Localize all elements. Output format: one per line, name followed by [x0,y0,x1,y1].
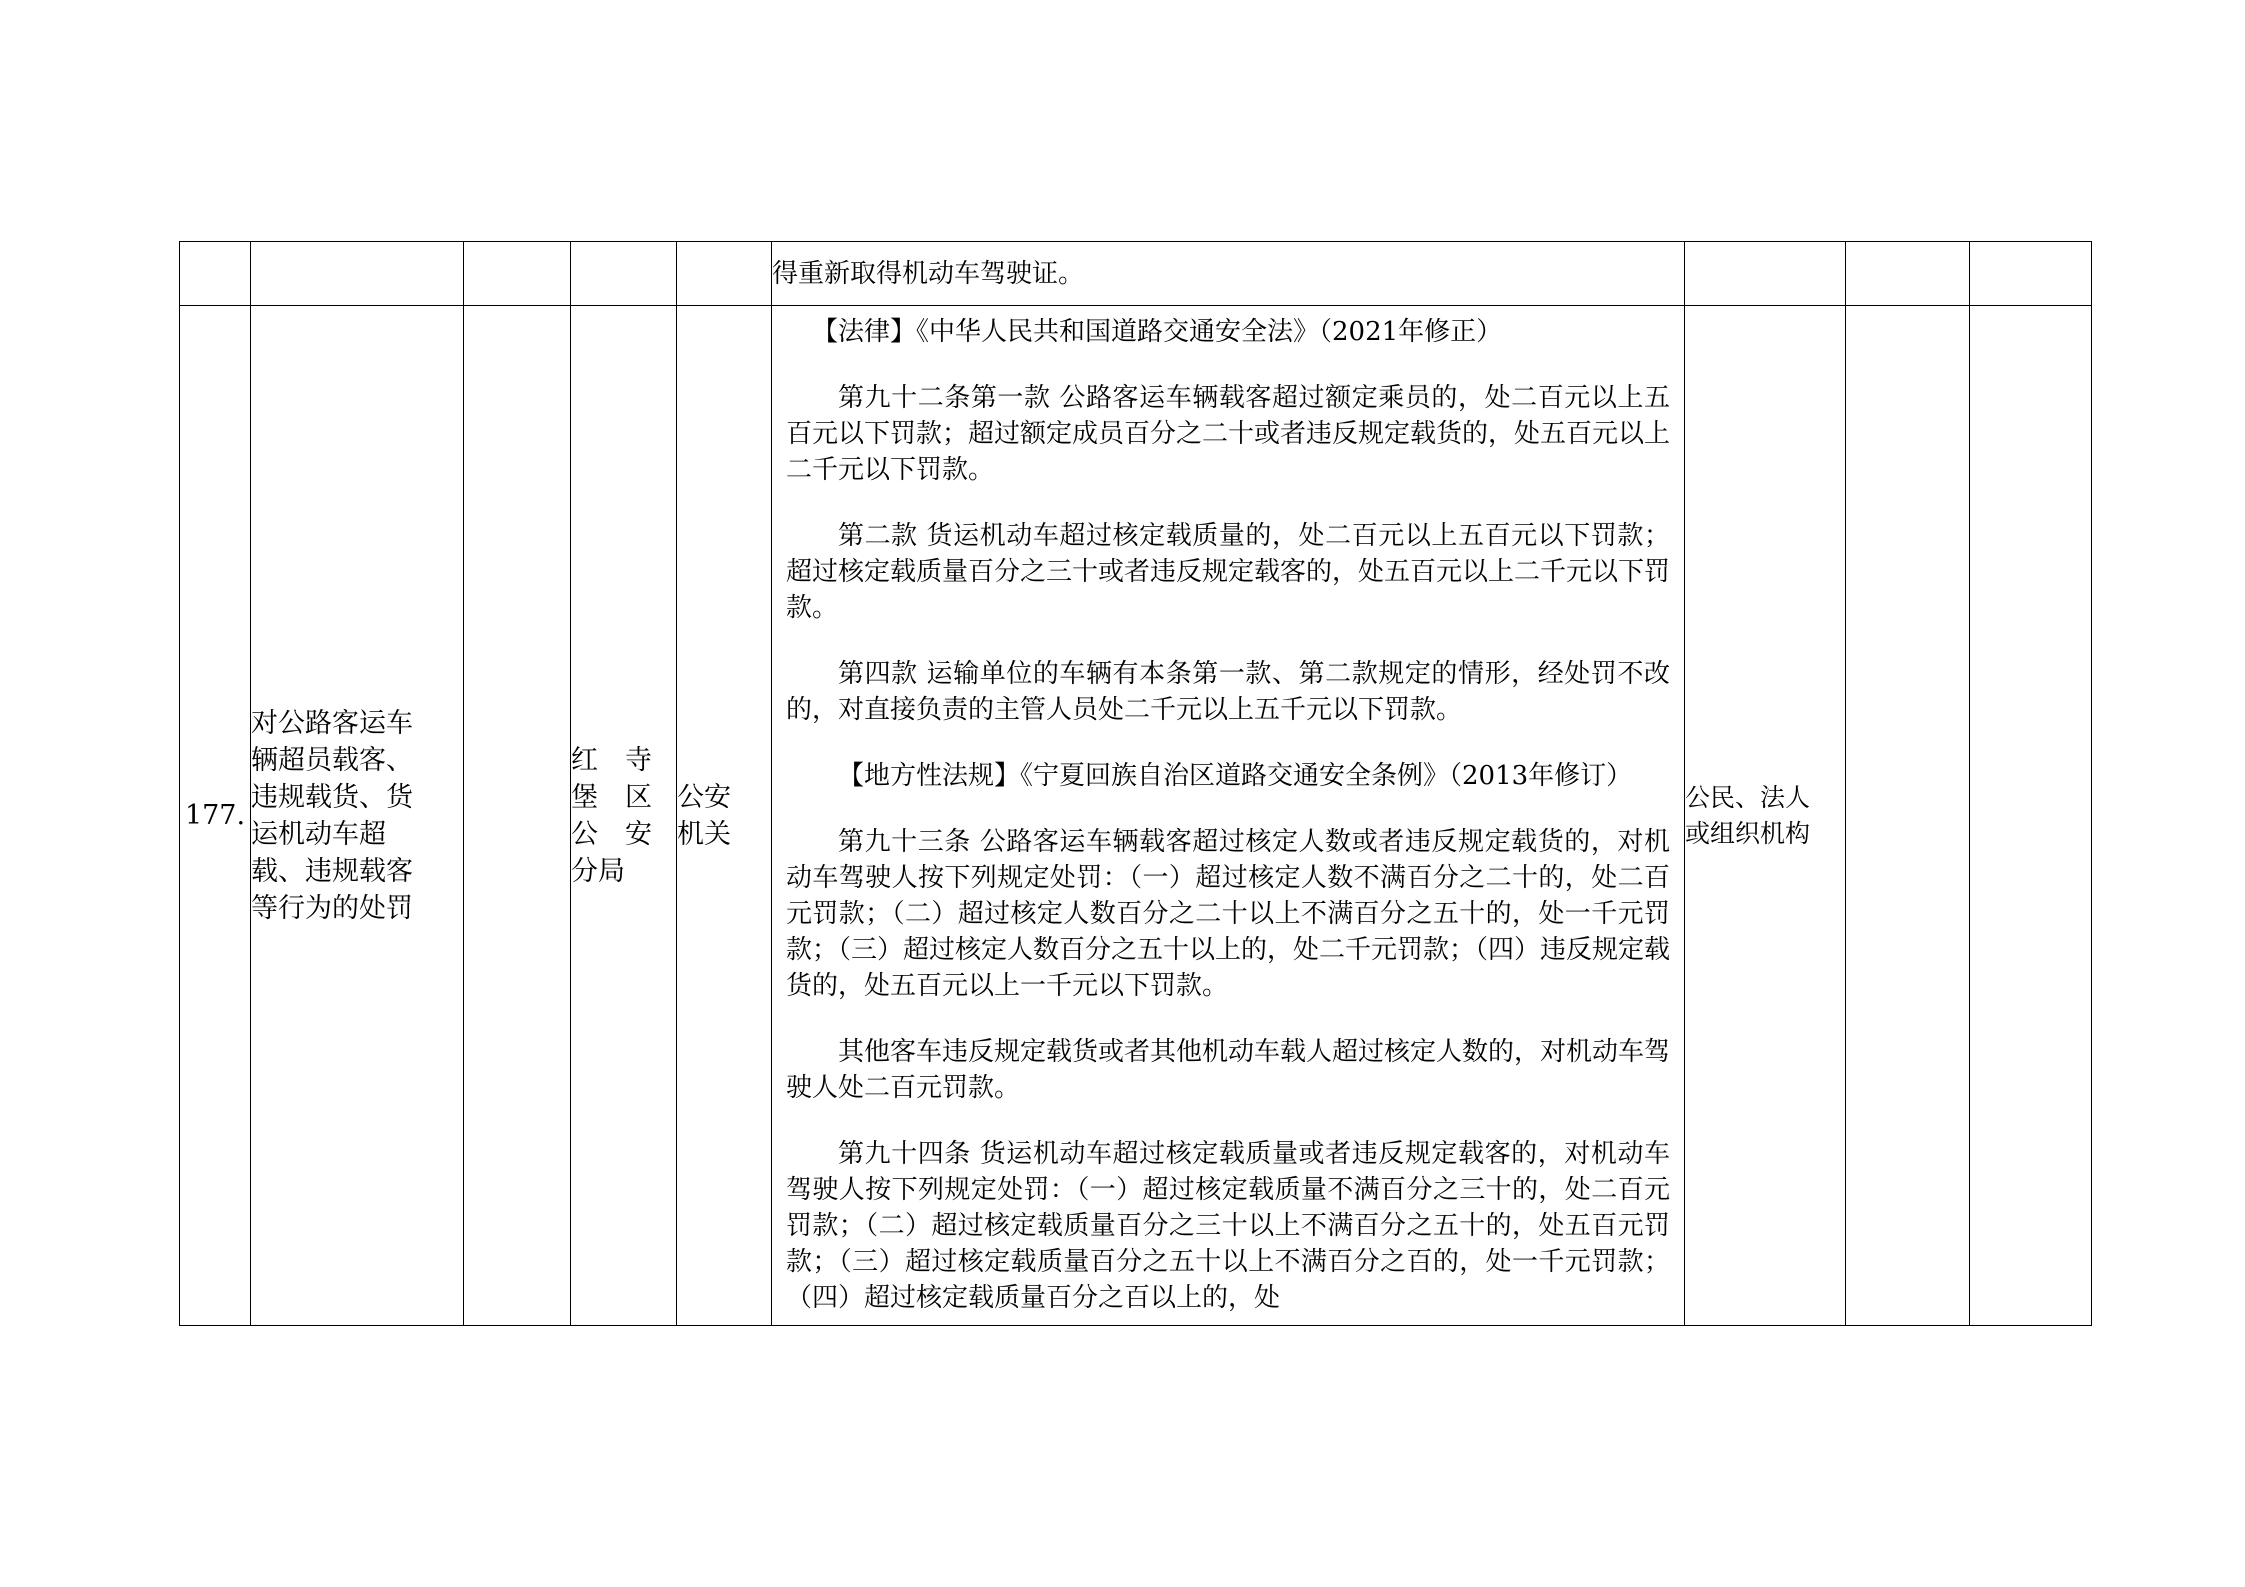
local-paragraph: 第九十四条 货运机动车超过核定载质量或者违反规定载客的，对机动车驾驶人按下列规定处罚：（一）超过核定载质量不满百分之三十的，处二百元罚款；（二）超过核定载质量百分之三十以上不满百分之五十的，处五百元罚款；（三）超过核定载质量百分之五十以上不满百分之百的，处一千元罚款；（四）超过核定载质量百分之百以上的，处 [786,1139,1670,1313]
penalty-table [179,241,2092,1326]
local-paragraph: 其他客车违反规定载货或者其他机动车载人超过核定人数的，对机动车驾驶人处二百元罚款。 [786,1037,1671,1103]
empty-cell [251,242,464,306]
target [1685,306,1846,1326]
empty-cell [464,306,571,1326]
empty-cell [1970,306,2092,1326]
item-name-line: 对公路客运车 [251,707,413,739]
item-name-line: 载、违规载客 [251,855,413,887]
continuation-row [180,242,2092,306]
department-line: 分局 [571,855,625,887]
target-line: 或组织机构 [1685,818,1811,848]
department [571,306,677,1326]
enforcement-type [677,306,772,1326]
empty-cell [464,242,571,306]
empty-cell [677,242,772,306]
department-line: 红 寺 [571,744,652,776]
enforcement-type-line: 公安 [677,781,731,813]
law-heading: 【法律】《中华人民共和国道路交通安全法》（2021年修正） [812,317,1503,347]
empty-cell [1685,242,1846,306]
department-line: 堡 区 [571,781,652,813]
continuation-text: 得重新取得机动车驾驶证。 [772,242,1685,306]
local-paragraph: 第九十三条 公路客运车辆载客超过核定人数或者违反规定载货的，对机动车驾驶人按下列规定处罚：（一）超过核定人数不满百分之二十的，处二百元罚款；（二）超过核定人数百分之二十以上不满百分之五十的，处一千元罚款；（三）超过核定人数百分之五十以上的，处二千元罚款；（四）违反规定载货的，处五百元以上一千元以下罚款。 [786,827,1671,1001]
empty-cell [180,242,251,306]
law-paragraph: 第九十二条第一款 公路客运车辆载客超过额定乘员的，处二百元以上五百元以下罚款；超过额定成员百分之二十或者违反规定载货的，处五百元以上二千元以下罚款。 [786,383,1671,485]
empty-cell [1846,306,1970,1326]
empty-cell [1970,242,2092,306]
empty-cell [571,242,677,306]
item-name-line: 等行为的处罚 [251,892,413,924]
law-paragraph: 第四款 运输单位的车辆有本条第一款、第二款规定的情形，经处罚不改的，对直接负责的主管人员处二千元以上五千元以下罚款。 [786,659,1670,725]
local-regulation-heading: 【地方性法规】《宁夏回族自治区道路交通安全条例》（2013年修订） [838,761,1633,791]
department-line: 公 安 [571,818,652,850]
item-name [251,306,464,1326]
law-paragraph: 第二款 货运机动车超过核定载质量的，处二百元以上五百元以下罚款；超过核定载质量百分之三十或者违反规定载客的，处五百元以上二千元以下罚款。 [786,521,1671,623]
table-row [180,306,2092,1326]
target-line: 公民、法人 [1685,782,1811,812]
item-number: 177. [180,306,251,1326]
enforcement-type-line: 机关 [677,818,731,850]
item-name-line: 违规载货、货 [251,781,413,813]
item-name-line: 辆超员载客、 [251,744,413,776]
item-name-line: 运机动车超 [251,818,386,850]
empty-cell [1846,242,1970,306]
legal-basis [772,306,1685,1326]
